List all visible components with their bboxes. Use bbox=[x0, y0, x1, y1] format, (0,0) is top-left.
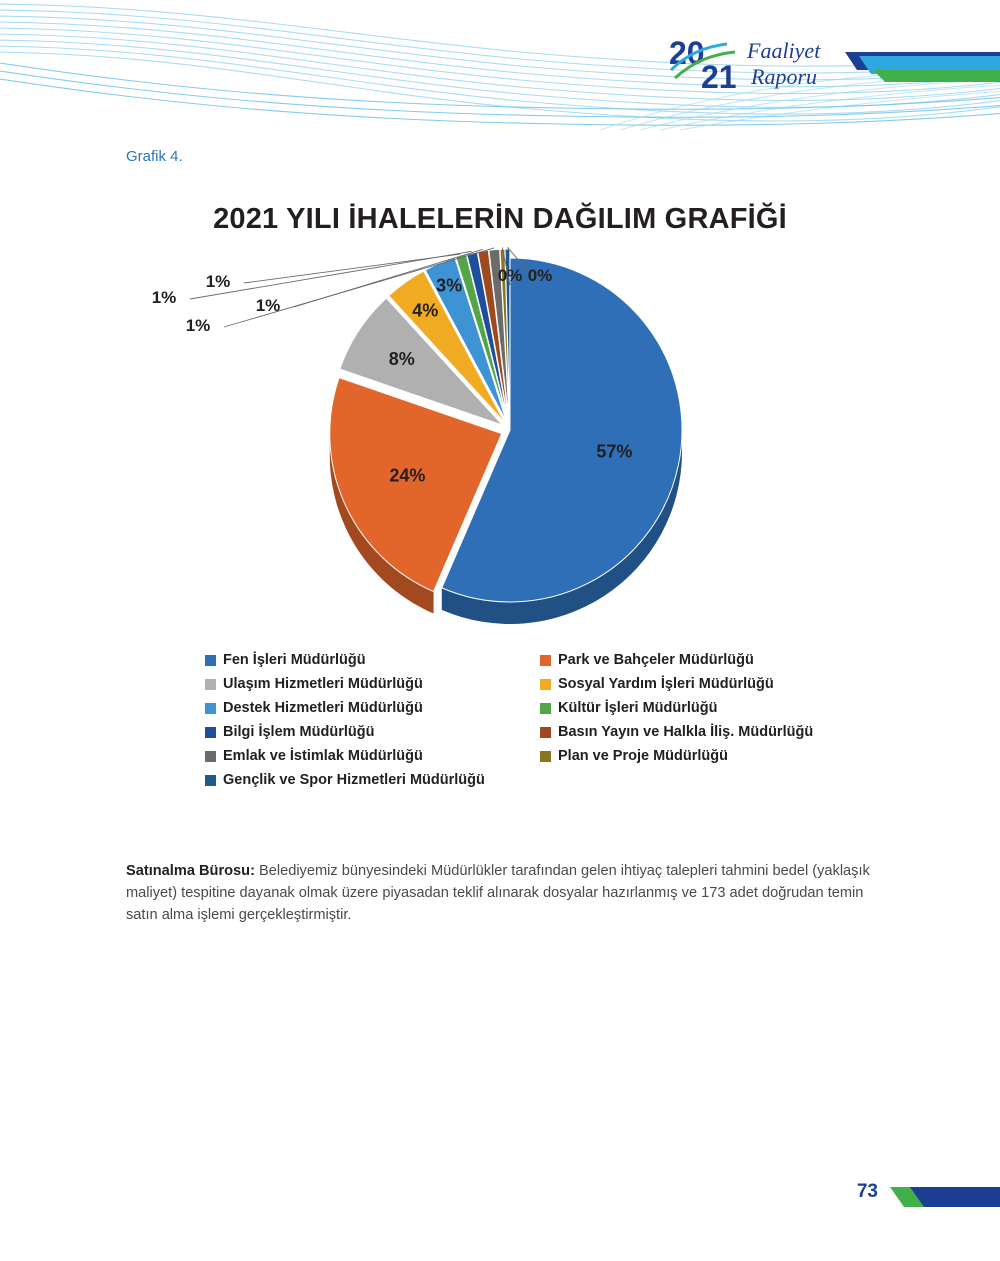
legend-item-label: Basın Yayın ve Halkla İliş. Müdürlüğü bbox=[558, 724, 814, 740]
legend-swatch-icon bbox=[540, 655, 551, 666]
pie-data-label: 1% bbox=[151, 288, 177, 307]
legend-item bbox=[205, 648, 535, 672]
svg-text:21: 21 bbox=[701, 59, 737, 95]
legend-swatch-icon bbox=[205, 751, 216, 762]
legend-column-right bbox=[540, 648, 845, 768]
body-paragraph bbox=[126, 860, 878, 927]
legend-item bbox=[205, 696, 535, 720]
header-color-bar bbox=[845, 48, 1000, 86]
legend-item-label: Destek Hizmetleri Müdürlüğü bbox=[223, 700, 423, 716]
legend-item-label: Bilgi İşlem Müdürlüğü bbox=[223, 724, 375, 740]
legend-item-label: Emlak ve İstimlak Müdürlüğü bbox=[223, 748, 423, 764]
svg-text:Faaliyet: Faaliyet bbox=[747, 38, 821, 63]
footer-color-bar bbox=[890, 1181, 1000, 1213]
legend-swatch-icon bbox=[205, 679, 216, 690]
legend-item bbox=[205, 720, 535, 744]
paragraph-lead: Satınalma Bürosu: bbox=[126, 863, 255, 879]
legend-item-label: Park ve Bahçeler Müdürlüğü bbox=[558, 652, 754, 668]
pie-data-label: 0% bbox=[497, 266, 523, 285]
pie-data-label: 1% bbox=[185, 316, 211, 335]
legend-item bbox=[540, 672, 845, 696]
report-logo bbox=[665, 30, 865, 100]
pie-data-label: 3% bbox=[436, 275, 463, 296]
svg-text:Raporu: Raporu bbox=[751, 64, 817, 89]
legend-item bbox=[205, 672, 535, 696]
chart-title: 2021 YILI İHALELERİN DAĞILIM GRAFİĞİ bbox=[213, 203, 787, 235]
legend-swatch-icon bbox=[205, 775, 216, 786]
pie-data-label: 57% bbox=[596, 441, 633, 462]
legend-item bbox=[540, 744, 845, 768]
pie-data-label: 4% bbox=[412, 300, 439, 321]
legend-item bbox=[540, 648, 845, 672]
pie-data-label: 24% bbox=[389, 465, 426, 486]
legend-item bbox=[540, 720, 845, 744]
legend-item-label: Plan ve Proje Müdürlüğü bbox=[558, 748, 728, 764]
legend-column-left bbox=[205, 648, 535, 792]
legend-swatch-icon bbox=[540, 751, 551, 762]
legend-swatch-icon bbox=[540, 727, 551, 738]
pie-data-label: 8% bbox=[388, 349, 415, 370]
legend-item bbox=[540, 696, 845, 720]
legend-swatch-icon bbox=[540, 679, 551, 690]
legend-item-label: Gençlik ve Spor Hizmetleri Müdürlüğü bbox=[223, 772, 485, 788]
svg-text:20: 20 bbox=[669, 35, 705, 71]
legend-swatch-icon bbox=[205, 703, 216, 714]
legend-item bbox=[205, 744, 535, 768]
legend-item-label: Fen İşleri Müdürlüğü bbox=[223, 652, 366, 668]
legend-item-label: Kültür İşleri Müdürlüğü bbox=[558, 700, 718, 716]
paragraph-body: Belediyemiz bünyesindeki Müdürlükler tarafından gelen ihtiyaç talepleri tahmini bedel (yaklaşık maliyet) tespitine dayanak olmak üzere piyasadan teklif alınarak dosyalar hazırlanmış ve 173 adet doğrudan temin satın alma işlemi gerçekleştirmiştir. bbox=[126, 863, 870, 924]
pie-data-label: 0% bbox=[527, 266, 553, 285]
legend-item-label: Ulaşım Hizmetleri Müdürlüğü bbox=[223, 676, 423, 692]
pie-data-label: 1% bbox=[205, 272, 231, 291]
legend-item bbox=[205, 768, 535, 792]
pie-chart-svg bbox=[120, 245, 880, 650]
legend-swatch-icon bbox=[540, 703, 551, 714]
legend-swatch-icon bbox=[205, 655, 216, 666]
figure-label: Grafik 4. bbox=[126, 148, 183, 165]
page-number: 73 bbox=[856, 1181, 878, 1202]
chart-legend bbox=[205, 648, 845, 788]
pie-chart bbox=[120, 245, 880, 650]
legend-item-label: Sosyal Yardım İşleri Müdürlüğü bbox=[558, 676, 774, 692]
legend-swatch-icon bbox=[205, 727, 216, 738]
pie-data-label: 1% bbox=[255, 296, 281, 315]
